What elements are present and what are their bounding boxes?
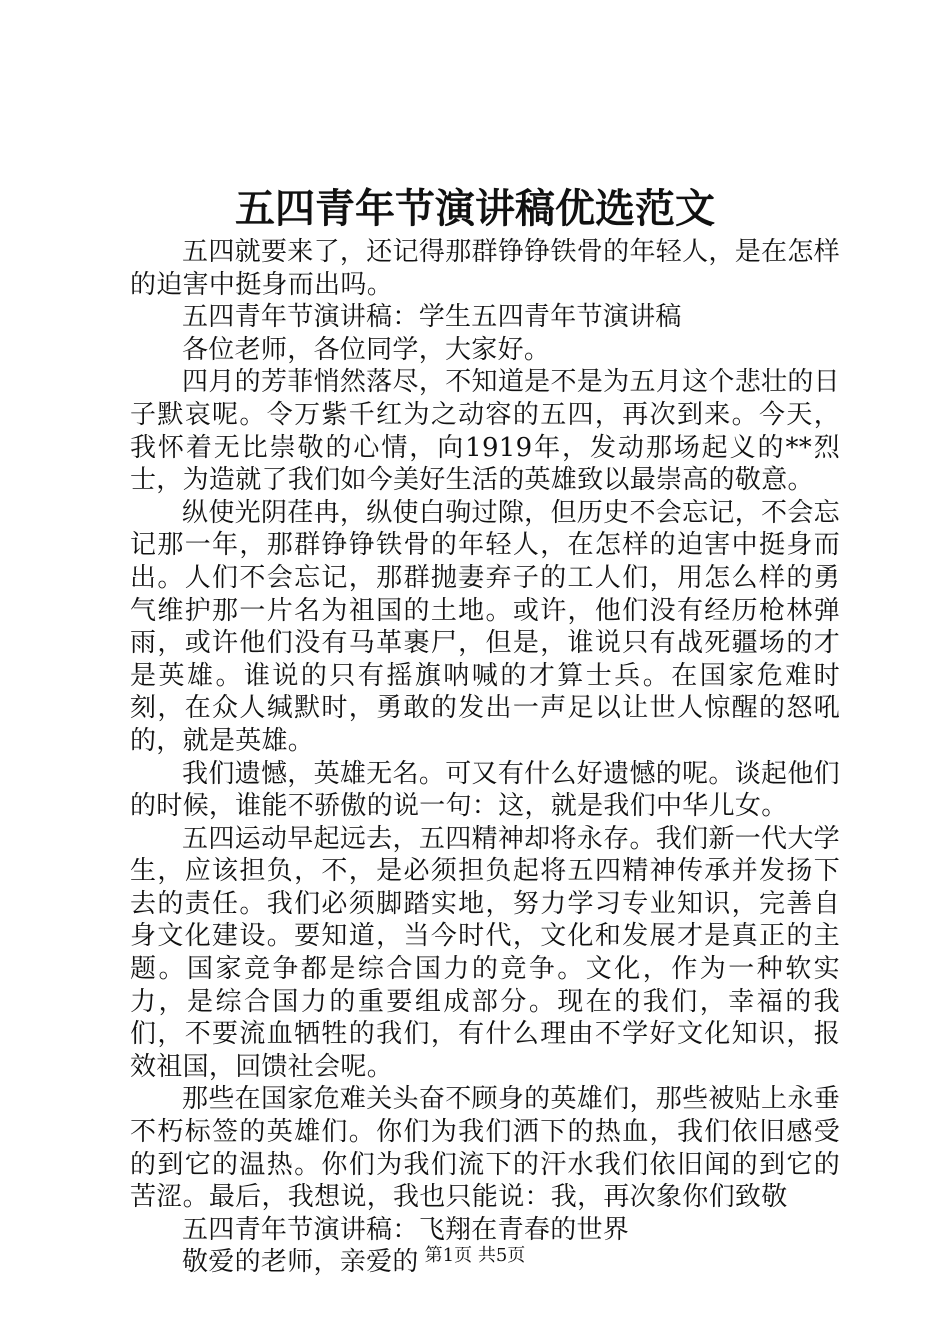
paragraph: 五四运动早起远去，五四精神却将永存。我们新一代大学生，应该担负，不，是必须担负起将五四精神传承并发扬下去的责任。我们必须脚踏实地，努力学习专业知识，完善自身文化建设。要知道，当今时代，文化和发展才是真正的主题。国家竞争都是综合国力的竞争。文化，作为一种软实力，是综合国力的重要组成部分。现在的我们，幸福的我们，不要流血牺牲的我们，有什么理由不学好文化知识，报效祖国，回馈社会呢。 <box>130 823 840 1082</box>
paragraph: 我们遗憾，英雄无名。可又有什么好遗憾的呢。谈起他们的时候，谁能不骄傲的说一句：这，就是我们中华儿女。 <box>130 758 840 822</box>
paragraph: 敬爱的老师，亲爱的 <box>182 1247 419 1278</box>
paragraph: 五四就要来了，还记得那群铮铮铁骨的年轻人，是在怎样的迫害中挺身而出吗。 <box>130 237 840 300</box>
document-body <box>130 236 840 1279</box>
document-title: 五四青年节演讲稿优选范文 <box>235 185 715 232</box>
paragraph: 五四青年节演讲稿：学生五四青年节演讲稿 <box>182 302 682 333</box>
paragraph: 五四青年节演讲稿：飞翔在青春的世界 <box>182 1214 630 1245</box>
page-footer: 第1页 共5页 <box>424 1245 526 1266</box>
paragraph: 那些在国家危难关头奋不顾身的英雄们，那些被贴上永垂不朽标签的英雄们。你们为我们洒下的热血，我们依旧感受的到它的温热。你们为我们流下的汗水我们依旧闻的到它的苦涩。最后，我想说，我也只能说：我，再次象你们致敬 <box>130 1084 840 1213</box>
paragraph: 四月的芳菲悄然落尽，不知道是不是为五月这个悲壮的日子默哀呢。令万紫千红为之动容的五四，再次到来。今天，我怀着无比崇敬的心情，向1919年，发动那场起义的**烈士，为造就了我们如今美好生活的英雄致以最崇高的敬意。 <box>130 367 840 496</box>
paragraph: 各位老师，各位同学，大家好。 <box>182 334 551 365</box>
paragraph: 纵使光阴荏冉，纵使白驹过隙，但历史不会忘记，不会忘记那一年，那群铮铮铁骨的年轻人，在怎样的迫害中挺身而出。人们不会忘记，那群抛妻弃子的工人们，用怎么样的勇气维护那一片名为祖国的土地。或许，他们没有经历枪林弹雨，或许他们没有马革裹尸，但是，谁说只有战死疆场的才是英雄。谁说的只有摇旗呐喊的才算士兵。在国家危难时刻，在众人缄默时，勇敢的发出一声足以让世人惊醒的怒吼的，就是英雄。 <box>130 497 840 756</box>
